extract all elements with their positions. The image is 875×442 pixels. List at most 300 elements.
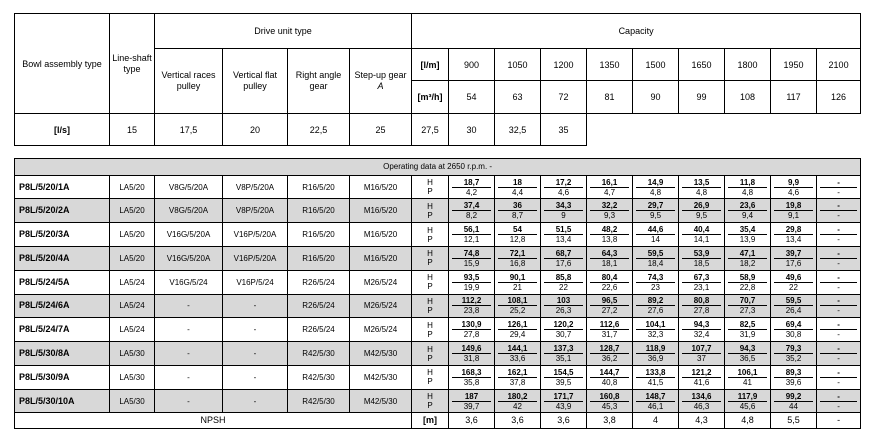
right-angle-type: R26/5/24 [288,318,350,342]
model-name: P8L/5/20/2A [15,199,110,223]
model-name: P8L/5/24/6A [15,294,110,318]
power-value: 33,6 [509,354,526,363]
power-value: 37 [697,354,706,363]
vf-pulley-type: V16P/5/24 [223,270,288,294]
power-value: 30,7 [555,330,572,340]
head-value: 187 [452,392,491,402]
head-power-cell [495,199,541,223]
head-value: 118,9 [636,344,675,354]
capacity-value: 99 [679,81,725,114]
head-power-cell [725,175,771,199]
head-value: 49,6 [774,273,813,283]
right-angle-type: R16/5/20 [288,223,350,247]
head-value: 13,5 [682,178,721,188]
power-value: 44 [789,401,798,411]
right-angle-type: R42/5/30 [288,389,350,413]
right-angle-label: Right angle gear [295,70,342,91]
vf-pulley-type: V16P/5/20A [223,223,288,247]
capacity-value: 1350 [587,49,633,81]
capacity-value: 20 [223,114,288,146]
head-value: 128,7 [590,344,629,354]
head-value: 18 [498,178,537,188]
head-power-cell [541,294,587,318]
head-power-cell [633,389,679,413]
right-angle-type: R26/5/24 [288,294,350,318]
vf-pulley-type: - [223,342,288,366]
power-value: 27,8 [463,330,480,340]
power-value: 45,6 [739,401,756,411]
lineshaft-type: LA5/20 [110,246,155,270]
head-power-cell [587,294,633,318]
model-name: P8L/5/30/8A [15,342,110,366]
capacity-value: 108 [725,81,771,114]
head-power-cell [495,270,541,294]
head-value: 126,1 [498,320,537,330]
head-value: 103 [544,296,583,306]
power-value: 12,8 [509,235,526,245]
hp-labels [412,318,449,342]
head-power-cell [725,389,771,413]
capacity-value: 90 [633,81,679,114]
capacity-value: 900 [449,49,495,81]
capacity-value: 2100 [817,49,861,81]
head-power-cell [495,389,541,413]
vf-pulley-type: - [223,318,288,342]
table-row [15,175,861,199]
unit-lm: [l/m] [420,59,440,70]
head-value: 108,1 [498,296,537,306]
head-power-cell [633,199,679,223]
lineshaft-header [110,14,155,114]
head-value: 130,9 [452,320,491,330]
stepup-label: Step-up gear [354,70,407,80]
power-value: 27,6 [647,306,664,316]
power-value: - [837,187,840,197]
head-value: - [820,320,857,330]
head-power-cell [587,199,633,223]
operating-data-table [14,158,861,429]
head-value: 137,3 [544,344,583,354]
head-power-cell [771,342,817,366]
head-power-cell [633,270,679,294]
right-angle-header [288,49,350,114]
model-name: P8L/5/30/10A [15,389,110,413]
operating-data-title [15,159,861,176]
drive-unit-label: Drive unit type [254,26,312,36]
head-value: 149,6 [452,344,491,354]
head-value: 89,2 [636,296,675,306]
capacity-value: 126 [817,81,861,114]
operating-data-label: Operating data at 2650 r.p.m. - [383,162,493,172]
power-value: 31,8 [463,354,480,363]
power-value: 35,2 [785,354,802,363]
head-power-cell [633,294,679,318]
capacity-value: 30 [449,114,495,146]
power-value: 4,6 [787,187,800,197]
lineshaft-type: LA5/30 [110,365,155,389]
head-power-cell [541,270,587,294]
head-value: 89,3 [774,368,813,378]
power-value: 14 [651,235,660,245]
power-value: 39,6 [785,377,802,387]
power-value: 19,9 [463,282,480,292]
head-value: 34,3 [544,201,583,211]
head-power-cell [587,175,633,199]
head-value: 72,1 [498,249,537,259]
hp-labels [412,342,449,366]
head-value: 93,5 [452,273,491,283]
head-value: 121,2 [682,368,721,378]
power-value: 8,2 [465,211,478,221]
power-value: 36,5 [739,354,756,363]
p-label: P [427,234,433,244]
head-power-cell [587,223,633,247]
power-value: 18,2 [739,258,756,268]
h-label: H [427,368,433,378]
lineshaft-type: LA5/24 [110,318,155,342]
head-power-cell [449,246,495,270]
npsh-value: 3,6 [495,413,541,429]
head-value: 112,2 [452,296,491,306]
hp-labels [412,365,449,389]
head-power-cell [817,175,861,199]
power-value: 32,4 [693,330,710,340]
stepup-type: M16/5/20 [350,199,412,223]
lineshaft-type: LA5/30 [110,342,155,366]
power-value: 17,6 [785,258,802,268]
head-value: 144,7 [590,368,629,378]
head-value: 94,3 [728,344,767,354]
p-label: P [427,282,433,292]
head-power-cell [587,270,633,294]
head-power-cell [817,294,861,318]
head-power-cell [725,365,771,389]
head-value: - [820,344,857,354]
hp-labels [412,199,449,223]
hp-labels [412,175,449,199]
head-value: 80,8 [682,296,721,306]
head-value: 17,2 [544,178,583,188]
head-value: 90,1 [498,273,537,283]
stepup-type: M26/5/24 [350,318,412,342]
vr-pulley-type: - [155,365,223,389]
power-value: 27,3 [739,306,756,316]
capacity-value: 117 [771,81,817,114]
power-value: - [837,235,840,245]
p-label: P [427,305,433,315]
power-value: 32,3 [647,330,664,340]
npsh-value: - [817,413,861,429]
power-value: 14,1 [693,235,710,245]
head-power-cell [495,342,541,366]
power-value: 9,1 [787,211,800,221]
vr-pulley-label: Vertical races pulley [161,70,216,91]
right-angle-type: R16/5/20 [288,199,350,223]
power-value: 36,2 [601,354,618,363]
head-power-cell [587,389,633,413]
vr-pulley-type: V16G/5/20A [155,223,223,247]
bowl-assembly-header [15,14,110,114]
lineshaft-type: LA5/20 [110,175,155,199]
power-value: 4,8 [649,187,662,197]
model-name: P8L/5/24/7A [15,318,110,342]
power-value: 13,9 [739,235,756,245]
power-value: 43,9 [555,401,572,411]
power-value: 9,5 [695,211,708,221]
head-power-cell [725,246,771,270]
lineshaft-label: Line-shaft type [112,52,152,74]
h-label: H [427,273,433,283]
model-name: P8L/5/30/9A [15,365,110,389]
npsh-value: 4 [633,413,679,429]
head-value: 134,6 [682,392,721,402]
head-value: 180,2 [498,392,537,402]
head-value: - [820,368,857,378]
npsh-value: 4,3 [679,413,725,429]
power-value: 4,8 [695,187,708,197]
capacity-value: 1950 [771,49,817,81]
vf-pulley-type: - [223,365,288,389]
npsh-value: 5,5 [771,413,817,429]
power-value: 31,9 [739,330,756,340]
head-value: 160,8 [590,392,629,402]
head-power-cell [725,342,771,366]
stepup-header [350,49,412,114]
head-power-cell [679,342,725,366]
right-angle-type: R16/5/20 [288,175,350,199]
head-power-cell [679,175,725,199]
head-power-cell [679,318,725,342]
power-value: - [837,377,840,387]
head-value: 82,5 [728,320,767,330]
head-value: 148,7 [636,392,675,402]
power-value: 12,1 [463,235,480,245]
head-value: 26,9 [682,201,721,211]
head-value: 37,4 [452,201,491,211]
head-value: 11,8 [728,178,767,188]
unit-cell: [l/s] [15,114,110,146]
head-power-cell [587,246,633,270]
power-value: - [837,401,840,411]
power-value: 41 [743,377,752,387]
power-value: - [837,354,840,363]
head-value: 18,7 [452,178,491,188]
head-power-cell [771,175,817,199]
head-power-cell [771,246,817,270]
head-value: 99,2 [774,392,813,402]
head-value: 107,7 [682,344,721,354]
power-value: 46,1 [647,401,664,411]
vr-pulley-type: V16G/5/24 [155,270,223,294]
capacity-value: 81 [587,81,633,114]
head-power-cell [679,365,725,389]
h-label: H [427,225,433,235]
power-value: 26,4 [785,306,802,316]
right-angle-type: R42/5/30 [288,342,350,366]
head-value: 96,5 [590,296,629,306]
h-label: H [427,344,433,354]
head-value: 74,3 [636,273,675,283]
head-power-cell [449,294,495,318]
head-power-cell [725,223,771,247]
stepup-type: M16/5/20 [350,246,412,270]
lineshaft-type: LA5/30 [110,389,155,413]
p-label: P [427,210,433,220]
head-power-cell [541,223,587,247]
capacity-value: 27,5 [412,114,449,146]
p-label: P [427,401,433,411]
head-value: 74,8 [452,249,491,259]
head-value: 58,9 [728,273,767,283]
stepup-type: M16/5/20 [350,175,412,199]
head-power-cell [679,246,725,270]
hp-labels [412,270,449,294]
power-value: 4,7 [603,187,616,197]
head-value: 40,4 [682,225,721,235]
head-power-cell [771,318,817,342]
power-value: 9 [561,211,566,221]
head-value: 16,1 [590,178,629,188]
head-value: 69,4 [774,320,813,330]
p-label: P [427,329,433,339]
npsh-value: 3,6 [449,413,495,429]
vr-pulley-type: - [155,389,223,413]
power-value: 23,1 [693,282,710,292]
head-power-cell [449,342,495,366]
h-label: H [427,320,433,330]
head-value: - [820,201,857,211]
head-value: - [820,249,857,259]
head-value: 29,8 [774,225,813,235]
head-power-cell [817,270,861,294]
power-value: 36,9 [647,354,664,363]
power-value: - [837,258,840,268]
model-name: P8L/5/24/5A [15,270,110,294]
vf-pulley-type: - [223,389,288,413]
table-row [15,294,861,318]
head-power-cell [541,175,587,199]
stepup-type: M42/5/30 [350,389,412,413]
head-power-cell [633,318,679,342]
power-value: 23 [651,282,660,292]
head-power-cell [817,223,861,247]
h-label: H [427,178,433,188]
npsh-unit: [m] [412,413,449,429]
table-row [15,223,861,247]
head-power-cell [449,365,495,389]
head-power-cell [817,318,861,342]
power-value: 18,1 [601,258,618,268]
table-row [15,342,861,366]
head-power-cell [633,223,679,247]
head-power-cell [771,223,817,247]
head-power-cell [679,223,725,247]
power-value: 41,6 [693,377,710,387]
head-power-cell [449,199,495,223]
vf-pulley-header [223,49,288,114]
model-name: P8L/5/20/1A [15,175,110,199]
head-value: 56,1 [452,225,491,235]
head-power-cell [495,294,541,318]
head-value: 68,7 [544,249,583,259]
power-value: 9,3 [603,211,616,221]
power-value: 39,7 [463,401,480,411]
capacity-value: 54 [449,81,495,114]
head-value: 47,1 [728,249,767,259]
lineshaft-type: LA5/24 [110,294,155,318]
capacity-value: 72 [541,81,587,114]
vr-pulley-type: - [155,342,223,366]
power-value: 26,3 [555,306,572,316]
head-value: - [820,296,857,306]
head-power-cell [449,175,495,199]
power-value: 22 [789,282,798,292]
head-value: - [820,392,857,402]
vr-pulley-type: V8G/5/20A [155,175,223,199]
stepup-type: M16/5/20 [350,223,412,247]
head-power-cell [771,199,817,223]
capacity-label: Capacity [618,26,654,36]
capacity-value: 22,5 [288,114,350,146]
p-label: P [427,377,433,387]
head-value: 94,3 [682,320,721,330]
table-row [15,318,861,342]
power-value: 27,8 [693,306,710,316]
head-power-cell [771,294,817,318]
head-power-cell [449,223,495,247]
head-value: 59,5 [636,249,675,259]
power-value: 22,6 [601,282,618,292]
head-value: 117,9 [728,392,767,402]
power-value: 9,5 [649,211,662,221]
power-value: - [837,330,840,340]
vr-pulley-type: V16G/5/20A [155,246,223,270]
power-value: - [837,211,840,221]
stepup-type: M26/5/24 [350,270,412,294]
head-power-cell [679,294,725,318]
head-power-cell [679,389,725,413]
head-power-cell [495,175,541,199]
stepup-a-label: A [377,81,384,91]
head-value: 70,7 [728,296,767,306]
head-power-cell [817,246,861,270]
head-power-cell [771,270,817,294]
head-value: 48,2 [590,225,629,235]
vf-pulley-type: V8P/5/20A [223,175,288,199]
head-value: 39,7 [774,249,813,259]
stepup-type: M42/5/30 [350,365,412,389]
table-row [15,365,861,389]
vr-pulley-type: - [155,294,223,318]
h-label: H [427,249,433,259]
unit-cell: [m³/h] [412,81,449,114]
capacity-header [412,14,861,49]
lineshaft-type: LA5/24 [110,270,155,294]
head-power-cell [541,318,587,342]
head-power-cell [495,318,541,342]
head-value: 64,3 [590,249,629,259]
power-value: 9,4 [741,211,754,221]
power-value: 35,1 [555,354,572,363]
power-value: 40,8 [601,377,618,387]
power-value: 4,2 [465,187,478,197]
bowl-assembly-label: Bowl assembly type [22,58,102,69]
right-angle-type: R16/5/20 [288,246,350,270]
power-value: 35,8 [463,377,480,387]
head-power-cell [817,342,861,366]
h-label: H [427,201,433,211]
head-value: 14,9 [636,178,675,188]
